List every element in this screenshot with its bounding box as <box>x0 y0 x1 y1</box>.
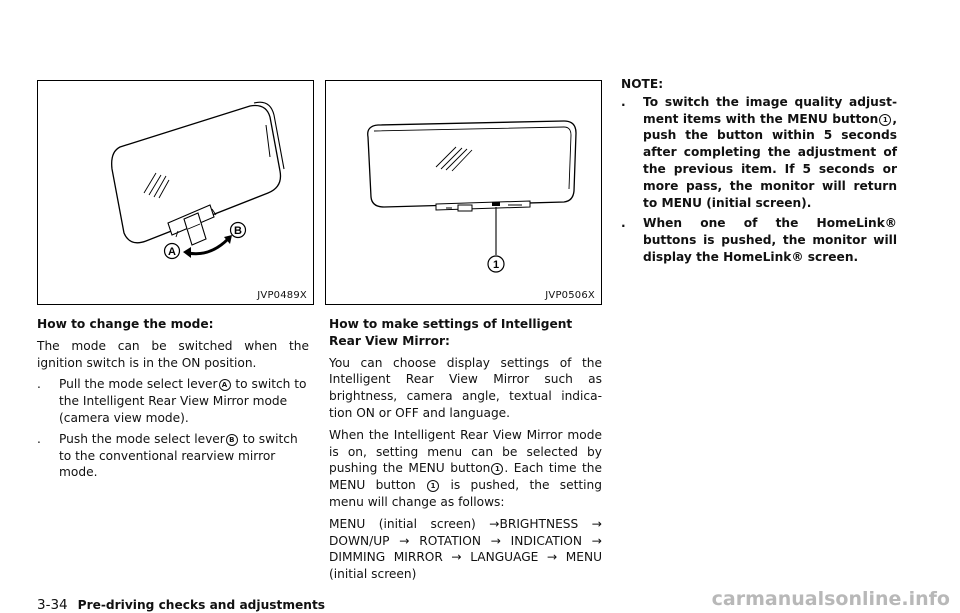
note-title: NOTE: <box>621 77 664 91</box>
figure-code: JVP0506X <box>545 290 595 301</box>
bullet-text: to switch to the Intelligent Rear View Mirror mode (camera view mode). <box>59 377 307 425</box>
bullet-item <box>37 376 309 426</box>
paragraph: The mode can be switched when the ignition switch is in the ON position. <box>37 338 309 370</box>
bullet-text: Pull the mode select lever <box>59 377 218 392</box>
column-settings <box>329 316 602 588</box>
section-heading: How to make settings of Intelligent Rear View Mirror: <box>329 317 573 348</box>
figure-menu-button <box>325 80 602 305</box>
label-1: 1 <box>492 259 500 271</box>
bullet-marker: . <box>621 216 626 231</box>
watermark: carmanualsonline.info <box>711 588 950 610</box>
mirror-lever-illustration <box>38 81 315 306</box>
callout-b: B <box>226 434 238 446</box>
section-heading: How to change the mode: <box>37 317 214 331</box>
note-item: . To switch the image quality adjust-ment items with the MENU button 1 , push the button within 5 seconds after completing the adjustment of the previous item. If 5 seconds or more pass, the monitor will return to MENU (initial screen). <box>621 94 897 210</box>
note-item: . When one of the HomeLink® buttons is pushed, the monitor will display the HomeLink® screen. <box>621 216 897 264</box>
bullet-text: to switch to the conventional rearview mirror mode. <box>59 431 298 480</box>
column-mode <box>37 316 309 485</box>
bullet-marker: . <box>621 94 626 109</box>
callout-1: 1 <box>879 114 891 126</box>
bullet-item <box>37 431 309 481</box>
column-notes <box>621 76 897 270</box>
figure-code: JVP0489X <box>257 290 307 301</box>
label-a: A <box>168 246 176 258</box>
bullet-marker: . <box>37 377 41 392</box>
paragraph: When the Intelligent Rear View Mirror mode is on, setting menu can be selected by pushing the MENU button 1 . Each time the MENU button 1 is pushed, the setting menu will change as follows: <box>329 427 603 509</box>
label-b: B <box>234 225 242 237</box>
page-number: 3-34 <box>37 597 68 613</box>
callout-1: 1 <box>427 480 439 492</box>
menu-sequence: MENU (initial screen) →BRIGHTNESS → DOWN/UP → ROTATION → INDICATION → DIMMING MIRROR → LANGUAGE → MENU (initial screen) <box>329 516 602 582</box>
section-title: Pre-driving checks and adjustments <box>77 598 326 612</box>
callout-1: 1 <box>491 463 503 475</box>
figure-mode-lever <box>37 80 314 305</box>
mirror-menu-illustration <box>326 81 603 306</box>
bullet-marker: . <box>37 431 41 446</box>
bullet-text: Push the mode select lever <box>59 431 225 446</box>
callout-a: A <box>219 379 231 391</box>
paragraph: You can choose display settings of the Intelligent Rear View Mirror such as brightness, camera angle, textual indica-tion ON or OFF and language. <box>329 355 602 420</box>
